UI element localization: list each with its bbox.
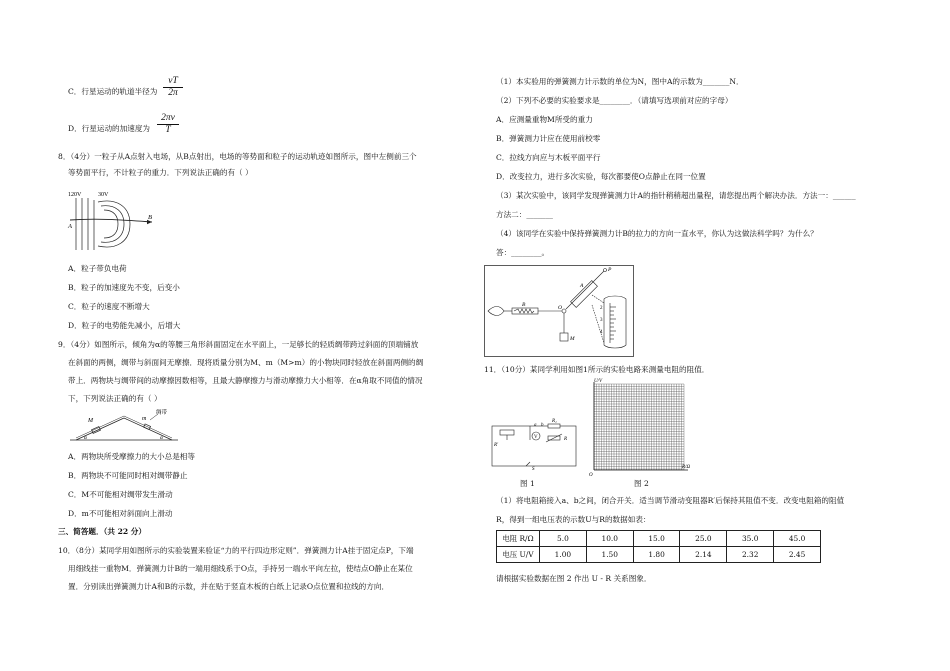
q11-label-a: a xyxy=(534,423,537,428)
q9-option-c: C．M不可能相对绸带发生滑动 xyxy=(68,490,173,499)
q9-line1: 9．（4分）如图所示，倾角为α的等腰三角形斜面固定在水平面上，一足够长的轻质绸带跨过斜面的顶端铺放 xyxy=(58,340,419,349)
q10-label-m: M xyxy=(570,336,575,342)
option-d-numerator: 2πv xyxy=(161,113,175,123)
q8-option-c: C．粒子的速度不断增大 xyxy=(68,302,150,311)
q10-label-p: P xyxy=(608,267,612,273)
q11-data-table xyxy=(496,530,821,563)
table-cell: 1.80 xyxy=(633,547,680,563)
q10-line3: 置．分别读出弹簧测力计A和B的示数，并在贴于竖直木板的白纸上记录O点位置和拉线的方向． xyxy=(68,582,390,591)
q10-part4-line2: 答：________。 xyxy=(496,248,550,257)
q9-label-ribbon: 绸带 xyxy=(156,410,168,416)
q9-line4: 下，下列说法正确的有（ ） xyxy=(68,394,162,403)
option-c-numerator: vT xyxy=(168,76,178,86)
q11-part1-line1: （1）将电阻箱接入a、b之间，闭合开关．适当调节滑动变阻器R′后保持其阻值不变．改变电阻箱的阻值 xyxy=(496,496,845,505)
q10-scale-4: 4 xyxy=(600,330,603,335)
q9-label-alpha-right: α xyxy=(160,435,163,441)
table-header-resistance: 电阻 R/Ω xyxy=(497,531,540,547)
q10-label-a: A xyxy=(580,283,584,289)
option-c-fraction xyxy=(163,76,183,99)
table-cell: 25.0 xyxy=(680,531,727,547)
q9-option-d: D．m不可能相对斜面向上滑动 xyxy=(68,509,173,518)
y-axis-label: U/V xyxy=(594,379,603,384)
q8-label-30v: 30V xyxy=(98,192,109,198)
q8-figure xyxy=(68,188,168,254)
table-cell: 1.00 xyxy=(540,547,587,563)
q10-part3-line1: （3）某次实验中，该同学发现弹簧测力计A的指针稍稍超出量程，请您提出两个解决办法．方法一：______ xyxy=(496,191,856,200)
q11-label-v: V xyxy=(534,435,538,440)
section-3-heading: 三、简答题．（共 22 分） xyxy=(58,527,146,536)
q10-part4-line1: （4）该同学在实验中保持弹簧测力计B的拉力的方向一直水平，你认为这做法科学吗？为什么？ xyxy=(496,229,818,238)
q10-label-o: O xyxy=(558,305,562,311)
q10-option-c: C．拉线方向应与木板平面平行 xyxy=(496,153,601,162)
table-row xyxy=(497,547,821,563)
q11-fig1-caption: 图 1 xyxy=(520,479,535,488)
table-row xyxy=(497,531,821,547)
q10-label-b: B xyxy=(522,302,526,308)
q11-intro: 11．（10分）某同学利用如图1所示的实验电路来测量电阻的阻值． xyxy=(484,365,710,374)
table-cell: 10.0 xyxy=(586,531,633,547)
q11-graph-grid xyxy=(588,378,698,478)
q8-option-b: B．粒子的加速度先不变，后变小 xyxy=(68,283,180,292)
option-d-fraction xyxy=(157,113,179,136)
q11-part1-line2: R，得到一组电压表的示数U与R的数据如表： xyxy=(496,515,651,524)
q11-label-rp: R′ xyxy=(494,443,499,448)
q10-line2: 用细线挂一重物M．弹簧测力计B的一端用细线系于O点，手持另一端水平向左拉，使结点O静止在某位 xyxy=(68,564,413,573)
q10-option-a: A．应测量重物M所受的重力 xyxy=(496,115,593,124)
q8-line2: 等势面平行，不计粒子的重力．下列说法正确的有（ ） xyxy=(68,168,253,177)
q11-circuit-figure xyxy=(490,418,580,470)
option-d-text: D．行星运动的加速度为 xyxy=(68,124,151,133)
q11-label-r1: R₁ xyxy=(552,419,557,424)
table-header-voltage: 电压 U/V xyxy=(497,547,540,563)
table-cell: 35.0 xyxy=(727,531,774,547)
q9-figure xyxy=(68,408,180,442)
q8-label-b: B xyxy=(148,214,152,221)
q11-label-b: b xyxy=(541,423,544,428)
option-d-denominator: T xyxy=(165,125,171,135)
q11-instruction: 请根据实验数据在图 2 作出 U - R 关系图象． xyxy=(496,574,652,583)
q10-figure xyxy=(484,265,634,357)
q8-option-a: A．粒子带负电荷 xyxy=(68,264,127,273)
q10-scale-2: 2 xyxy=(600,306,603,311)
q9-label-alpha-left: α xyxy=(84,435,87,441)
q10-part3-line2: 方法二：_______ xyxy=(496,210,553,219)
table-cell: 5.0 xyxy=(540,531,587,547)
option-c-denominator: 2π xyxy=(168,88,178,98)
q10-part2: （2）下列不必要的实验要求是________．（请填写选项前对应的字母） xyxy=(496,96,733,105)
q8-line1: 8．（4分）一粒子从A点射入电场，从B点射出，电场的等势面和粒子的运动轨迹如图所示，图中左侧前三个 xyxy=(58,152,417,161)
table-cell: 2.32 xyxy=(727,547,774,563)
x-axis-label: R/Ω xyxy=(682,465,691,470)
table-cell: 2.45 xyxy=(774,547,821,563)
table-cell: 15.0 xyxy=(633,531,680,547)
q8-label-120v: 120V xyxy=(68,192,82,198)
q10-line1: 10．（8分）某同学用如图所示的实验装置来验证“力的平行四边形定则”．弹簧测力计A挂于固定点P，下端 xyxy=(58,546,414,555)
q10-option-b: B．弹簧测力计应在使用前校零 xyxy=(496,134,601,143)
q9-line2: 在斜面的两侧，绸带与斜面间无摩擦．现将质量分别为M、m（M>m）的小物块同时轻放在斜面两侧的绸 xyxy=(68,358,424,367)
q11-label-r: R xyxy=(564,437,568,442)
q8-label-a: A xyxy=(68,223,72,230)
q9-line3: 带上．两物块与绸带间的动摩擦因数相等，且最大静摩擦力与滑动摩擦力大小相等．在α角取不同值的情况 xyxy=(68,376,423,385)
q10-part1: （1）本实验用的弹簧测力计示数的单位为N，图中A的示数为_______N． xyxy=(496,77,744,86)
table-cell: 45.0 xyxy=(774,531,821,547)
q11-label-s: S xyxy=(532,467,535,472)
q8-option-d: D．粒子的电势能先减小，后增大 xyxy=(68,321,181,330)
table-cell: 1.50 xyxy=(586,547,633,563)
table-cell: 2.14 xyxy=(680,547,727,563)
option-c-text: C．行星运动的轨道半径为 xyxy=(68,87,158,96)
q9-option-b: B．两物块不可能同时相对绸带静止 xyxy=(68,471,188,480)
origin-label: O xyxy=(589,473,593,478)
q10-option-d: D．改变拉力，进行多次实验，每次都要使O点静止在同一位置 xyxy=(496,172,706,181)
q11-fig2-caption: 图 2 xyxy=(634,479,649,488)
q9-option-a: A．两物块所受摩擦力的大小总是相等 xyxy=(68,452,195,461)
q9-label-big-m: M xyxy=(88,418,93,424)
q9-label-small-m: m xyxy=(142,416,147,422)
q10-scale-3: 3 xyxy=(600,318,603,323)
